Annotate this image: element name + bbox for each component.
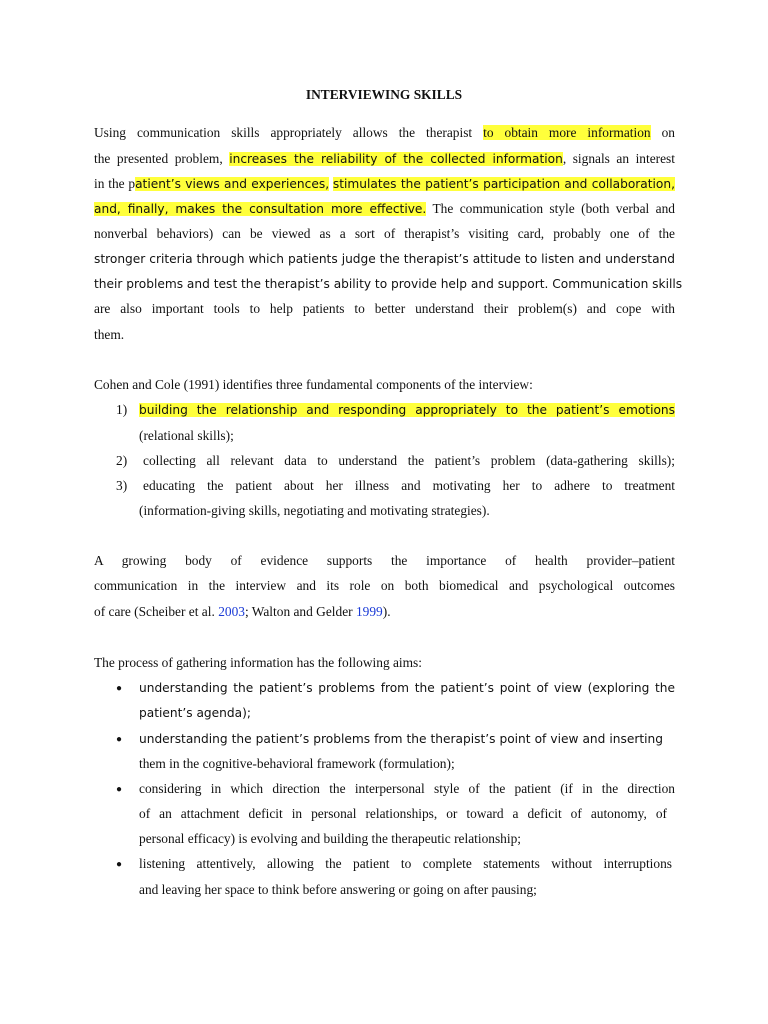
para3-line-2: communication in the interview and its role on both biomedical and psychological outcomes bbox=[94, 578, 675, 593]
list-number: 3) bbox=[116, 478, 128, 493]
highlight: to obtain more information bbox=[483, 125, 651, 140]
highlight: increases the reliability of the collected information bbox=[229, 152, 563, 166]
highlight: building the relationship and responding appropriately to the patient’s emotions bbox=[139, 403, 675, 417]
citation-link[interactable]: 2003 bbox=[218, 604, 245, 619]
list-item-3-line-1: educating the patient about her illness and motivating her to adhere to treatment bbox=[143, 478, 675, 493]
bullet-3-line-2: of an attachment deficit in personal relationships, or toward a deficit of autonomy, of bbox=[139, 806, 667, 821]
bullet-2-line-2: them in the cognitive-behavioral framework (formulation); bbox=[139, 756, 455, 771]
para1-line-3 bbox=[94, 175, 675, 193]
bullet-2-line-1: understanding the patient’s problems from the therapist’s point of view and inserting bbox=[139, 732, 663, 746]
para1-line-9: them. bbox=[94, 327, 125, 342]
highlight: and, finally, makes the consultation more effective. bbox=[94, 202, 427, 216]
para1-line-2 bbox=[94, 150, 675, 168]
text: the presented problem, bbox=[94, 151, 223, 166]
para3-line-1: A growing body of evidence supports the importance of health provider–patient bbox=[94, 553, 675, 568]
bullet-3-line-3: personal efficacy) is evolving and building the therapeutic relationship; bbox=[139, 831, 522, 846]
text: on bbox=[661, 125, 675, 140]
text: of care (Scheiber et al. bbox=[94, 604, 215, 619]
list-item-1-line-2: (relational skills); bbox=[139, 428, 234, 443]
para3-line-3 bbox=[94, 603, 675, 621]
para1-line-8: are also important tools to help patients to better understand their problem(s) and cope with bbox=[94, 301, 675, 316]
para4-intro: The process of gathering information has the following aims: bbox=[94, 655, 422, 670]
list-number: 1) bbox=[116, 402, 128, 417]
para1-line-1 bbox=[94, 124, 675, 142]
para1-line-4 bbox=[94, 200, 675, 218]
text: in the p bbox=[94, 176, 136, 191]
para1-line-6: stronger criteria through which patients judge the therapist’s attitude to listen and understand bbox=[94, 252, 675, 266]
list-item-2: collecting all relevant data to understand the patient’s problem (data-gathering skills); bbox=[143, 453, 675, 468]
text: , signals an interest bbox=[562, 151, 675, 166]
text: ). bbox=[382, 604, 391, 619]
list-item-1-line-1 bbox=[139, 401, 675, 419]
highlight: stimulates the patient’s participation and collaboration, bbox=[332, 177, 675, 191]
text: ; Walton and Gelder bbox=[244, 604, 353, 619]
list-item-3-line-2: (information-giving skills, negotiating and motivating strategies). bbox=[139, 503, 490, 518]
bullet-icon: ● bbox=[116, 734, 123, 745]
bullet-icon: ● bbox=[116, 784, 123, 795]
highlight: atient’s views and experiences, bbox=[135, 177, 330, 191]
citation-link[interactable]: 1999 bbox=[355, 604, 383, 619]
bullet-4-line-2: and leaving her space to think before answering or going on after pausing; bbox=[139, 882, 537, 897]
text: Using communication skills appropriately allows the therapist bbox=[94, 125, 473, 140]
bullet-icon: ● bbox=[116, 683, 123, 694]
bullet-4-line-1: listening attentively, allowing the patient to complete statements without interruptions bbox=[139, 856, 672, 871]
bullet-1-line-2: patient’s agenda); bbox=[139, 706, 251, 720]
list-number: 2) bbox=[116, 453, 128, 468]
page-title: INTERVIEWING SKILLS bbox=[305, 87, 463, 102]
para1-line-5: nonverbal behaviors) can be viewed as a sort of therapist’s visiting card, probably one of the bbox=[94, 226, 675, 241]
para2-intro: Cohen and Cole (1991) identifies three fundamental components of the interview: bbox=[94, 377, 533, 392]
para1-line-7: their problems and test the therapist’s ability to provide help and support. Communication skills bbox=[94, 277, 683, 291]
bullet-3-line-1: considering in which direction the interpersonal style of the patient (if in the direction bbox=[139, 781, 675, 796]
text: The communication style (both verbal and bbox=[432, 201, 675, 216]
bullet-1-line-1: understanding the patient’s problems from the patient’s point of view (exploring the bbox=[139, 681, 675, 695]
bullet-icon: ● bbox=[116, 859, 123, 870]
